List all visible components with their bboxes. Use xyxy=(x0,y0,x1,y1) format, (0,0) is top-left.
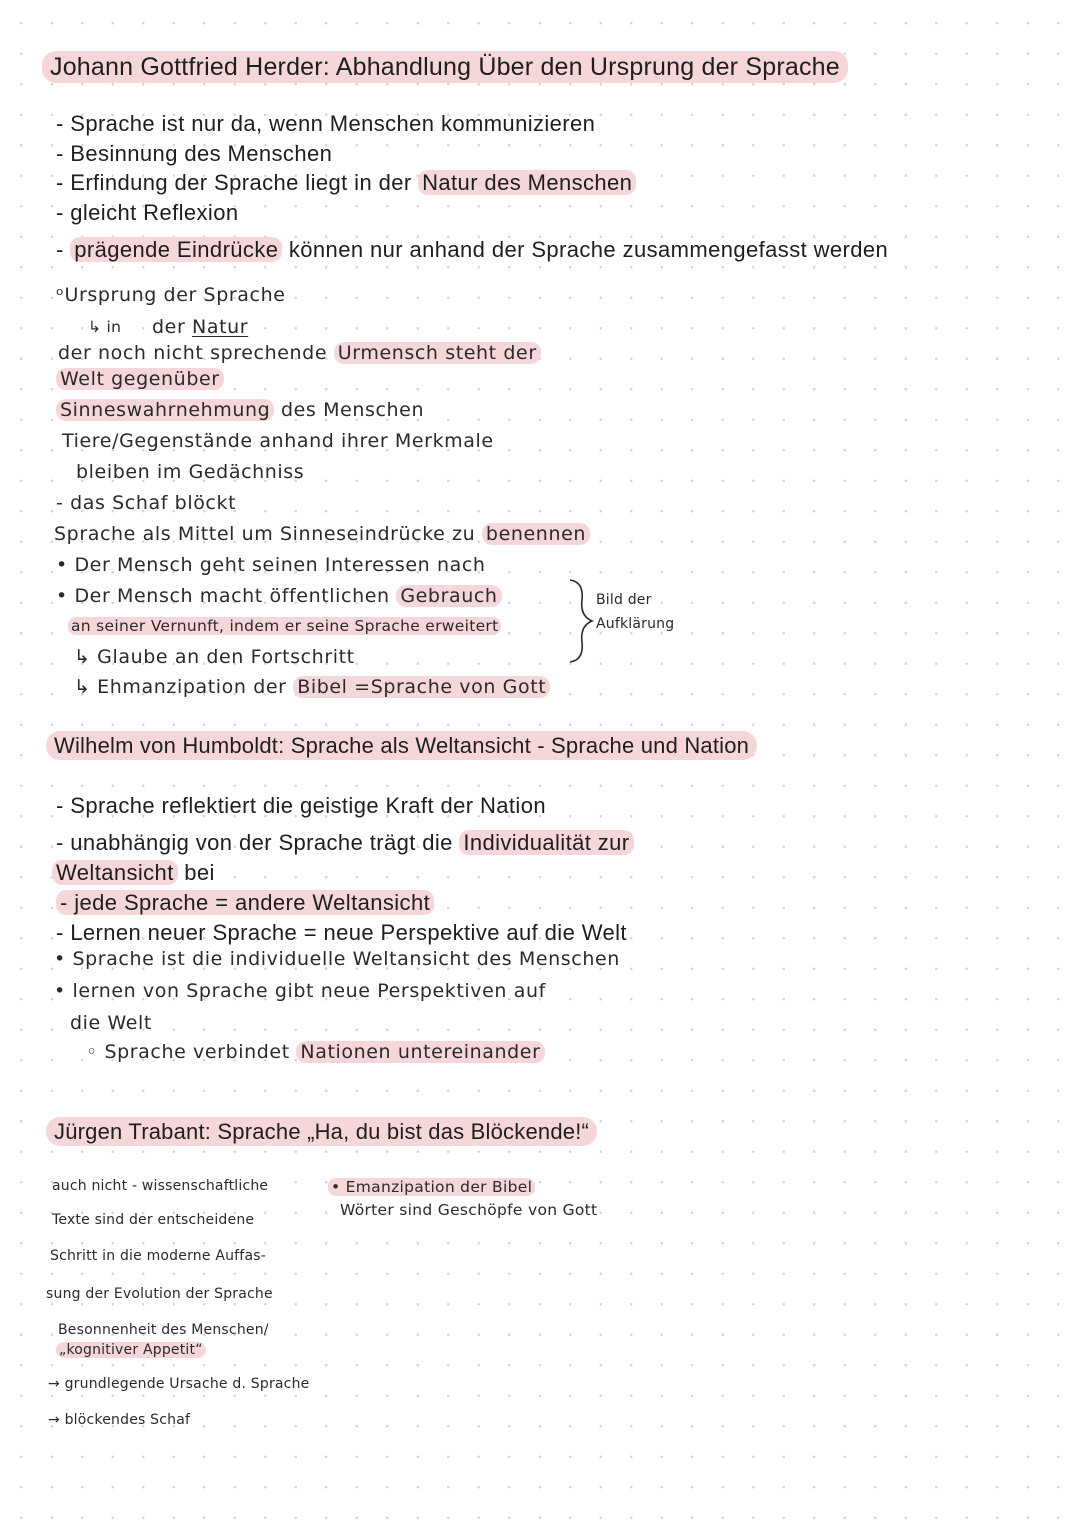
note-bleiben: bleiben im Gedächniss xyxy=(76,461,305,483)
note-tiere: Tiere/Gegenstände anhand ihrer Merkmale xyxy=(62,430,494,452)
herder-bullet-5: - prägende Eindrücke können nur anhand der Sprache zusammengefasst werden xyxy=(56,237,889,262)
note-ehmanzipation: ↳ Ehmanzipation der Bibel =Sprache von Gott xyxy=(74,676,550,698)
curly-brace xyxy=(566,578,596,664)
humboldt-bullet-3: - jede Sprache = andere Weltansicht xyxy=(56,888,434,918)
trabant-left-5: Besonnenheit des Menschen/ xyxy=(58,1322,269,1338)
herder-title: Johann Gottfried Herder: Abhandlung Über den Ursprung der Sprache xyxy=(42,53,848,82)
humboldt-note-2: • lernen von Sprache gibt neue Perspektiven auf xyxy=(54,980,546,1002)
humboldt-bullet-1: - Sprache reflektiert die geistige Kraft der Nation xyxy=(56,793,546,818)
trabant-left-2: Texte sind der entscheidene xyxy=(52,1212,255,1228)
herder-bullet-4: - gleicht Reflexion xyxy=(56,200,239,225)
trabant-title: Jürgen Trabant: Sprache „Ha, du bist das Blöckende!“ xyxy=(46,1119,597,1145)
note-interessen: • Der Mensch geht seinen Interessen nach xyxy=(56,554,486,576)
humboldt-bullet-2b: Weltansicht bei xyxy=(52,858,215,888)
note-sinnes: Sinneswahrnehmung des Menschen xyxy=(56,399,424,421)
note-gebrauch: • Der Mensch macht öffentlichen Gebrauch xyxy=(56,585,502,607)
humboldt-note-3: die Welt xyxy=(70,1012,152,1034)
note-welt: Welt gegenüber xyxy=(56,368,224,390)
herder-bullet-3: - Erfindung der Sprache liegt in der Natur des Menschen xyxy=(56,168,636,198)
humboldt-bullet-2: - unabhängig von der Sprache trägt die Individualität zur xyxy=(56,828,634,858)
note-bild-aufklaerung: Bild der Aufklärung xyxy=(596,592,675,632)
trabant-right-1: • Emanzipation der Bibel xyxy=(328,1178,535,1196)
humboldt-bullet-4: - Lernen neuer Sprache = neue Perspektive auf die Welt xyxy=(56,920,627,945)
trabant-left-6: „kognitiver Appetit“ xyxy=(56,1342,206,1358)
trabant-left-1: auch nicht - wissenschaftliche xyxy=(52,1178,269,1194)
trabant-left-8: → blöckendes Schaf xyxy=(48,1412,191,1428)
note-in: ↳ in xyxy=(88,318,122,336)
humboldt-note-1: • Sprache ist die individuelle Weltansicht des Menschen xyxy=(54,948,620,970)
note-schaf: - das Schaf blöckt xyxy=(56,492,237,514)
humboldt-note-4: ◦ Sprache verbindet Nationen untereinander xyxy=(86,1041,545,1063)
trabant-left-4: sung der Evolution der Sprache xyxy=(46,1286,273,1302)
herder-bullet-1: - Sprache ist nur da, wenn Menschen kommunizieren xyxy=(56,111,596,136)
herder-bullet-2: - Besinnung des Menschen xyxy=(56,141,333,166)
humboldt-title: Wilhelm von Humboldt: Sprache als Weltansicht - Sprache und Nation xyxy=(46,733,757,759)
trabant-left-7: → grundlegende Ursache d. Sprache xyxy=(48,1376,310,1392)
note-glaube: ↳ Glaube an den Fortschritt xyxy=(74,646,355,668)
note-mittel: Sprache als Mittel um Sinneseindrücke zu benennen xyxy=(54,523,590,545)
note-urmensch: der noch nicht sprechende Urmensch steht der xyxy=(58,342,541,364)
note-der-natur: der Natur xyxy=(152,316,249,338)
note-vernunft: an seiner Vernunft, indem er seine Sprache erweitert xyxy=(68,617,501,635)
trabant-left-3: Schritt in die moderne Auffas- xyxy=(50,1248,266,1264)
trabant-right-2: Wörter sind Geschöpfe von Gott xyxy=(340,1201,598,1219)
note-ursprung: ᵒUrsprung der Sprache xyxy=(56,284,286,306)
